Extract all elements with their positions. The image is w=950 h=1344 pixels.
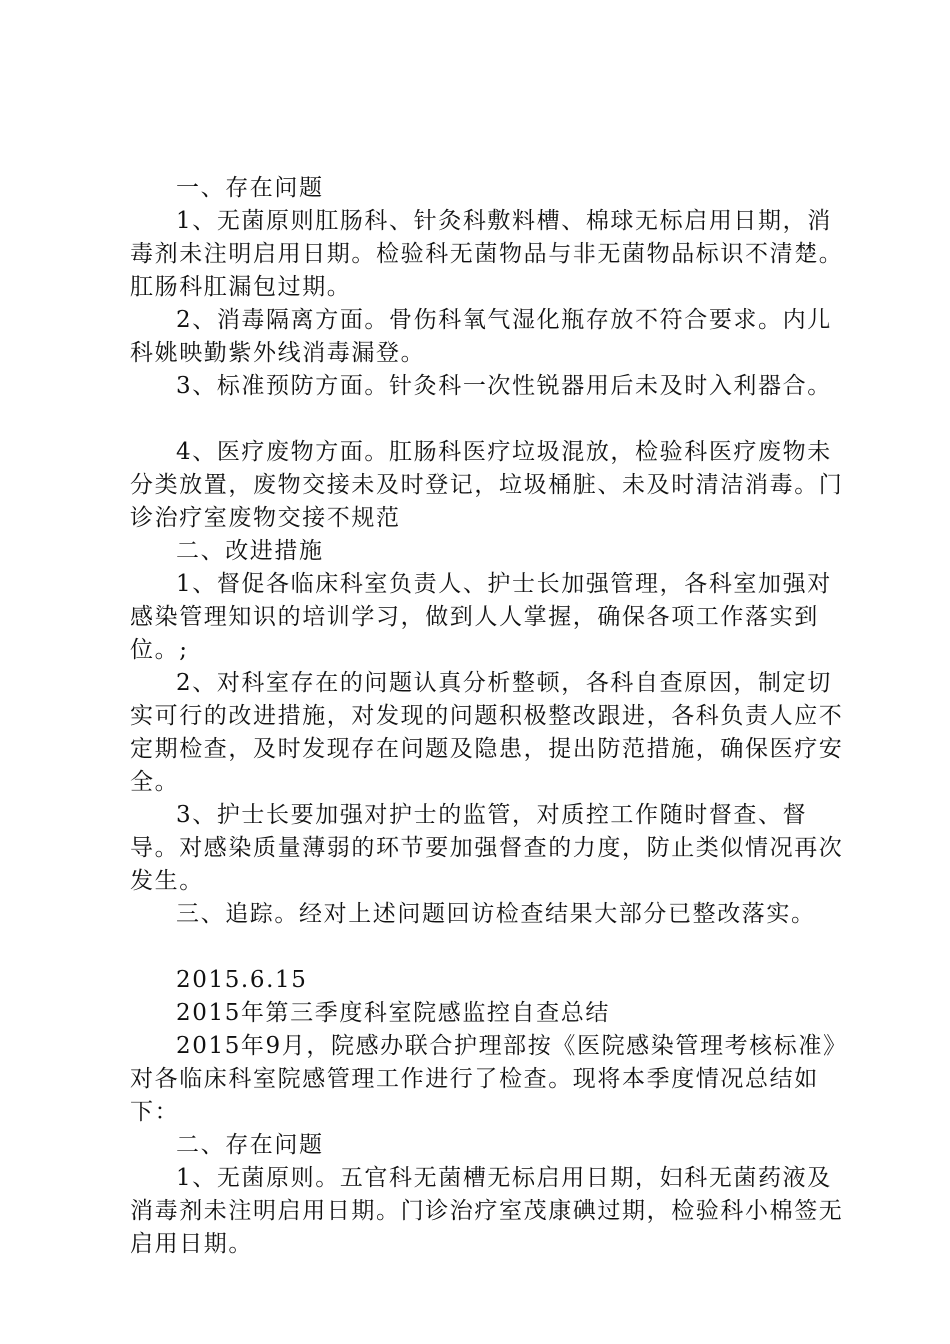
problem-item-4: 4、医疗废物方面。肛肠科医疗垃圾混放，检验科医疗废物未分类放置，废物交接未及时登记，垃圾桶脏、未及时清洁消毒。门诊治疗室废物交接不规范 <box>130 439 844 531</box>
second-problem-item-1: 1、无菌原则。五官科无菌槽无标启用日期，妇科无菌药液及消毒剂未注明启用日期。门诊治疗室茂康碘过期，检验科小棉签无启用日期。 <box>130 1165 844 1257</box>
second-report-title: 2015年第三季度科室院感监控自查总结 <box>176 1000 610 1026</box>
section-tracking: 三、追踪。经对上述问题回访检查结果大部分已整改落实。 <box>176 901 816 927</box>
document-body <box>130 172 850 1261</box>
problem-item-3: 3、标准预防方面。针灸科一次性锐器用后未及时入利器合。 <box>176 373 832 399</box>
measure-item-2: 2、对科室存在的问题认真分析整顿，各科自查原因，制定切实可行的改进措施，对发现的问题积极整改跟进，各科负责人应不定期检查，及时发现存在问题及隐患，提出防范措施，确保医疗安全。 <box>130 670 844 795</box>
blank-line <box>130 403 850 436</box>
second-section-heading: 二、存在问题 <box>176 1132 324 1158</box>
document-date: 2015.6.15 <box>176 967 308 993</box>
measure-item-3: 3、护士长要加强对护士的监管，对质控工作随时督查、督导。对感染质量薄弱的环节要加强督查的力度，防止类似情况再次发生。 <box>130 802 844 894</box>
second-report-intro: 2015年9月，院感办联合护理部按《医院感染管理考核标准》对各临床科室院感管理工作进行了检查。现将本季度情况总结如下： <box>130 1033 848 1125</box>
section-heading-measures: 二、改进措施 <box>176 538 324 564</box>
problem-item-2: 2、消毒隔离方面。骨伤科氧气湿化瓶存放不符合要求。内儿科姚映勤紫外线消毒漏登。 <box>130 307 832 366</box>
measure-item-1: 1、督促各临床科室负责人、护士长加强管理，各科室加强对感染管理知识的培训学习，做到人人掌握，确保各项工作落实到位。; <box>130 571 832 663</box>
problem-item-1: 1、无菌原则肛肠科、针灸科敷料槽、棉球无标启用日期，消毒剂未注明启用日期。检验科无菌物品与非无菌物品标识不清楚。肛肠科肛漏包过期。 <box>130 208 844 300</box>
blank-line <box>130 931 850 964</box>
section-heading-problems: 一、存在问题 <box>176 175 324 201</box>
